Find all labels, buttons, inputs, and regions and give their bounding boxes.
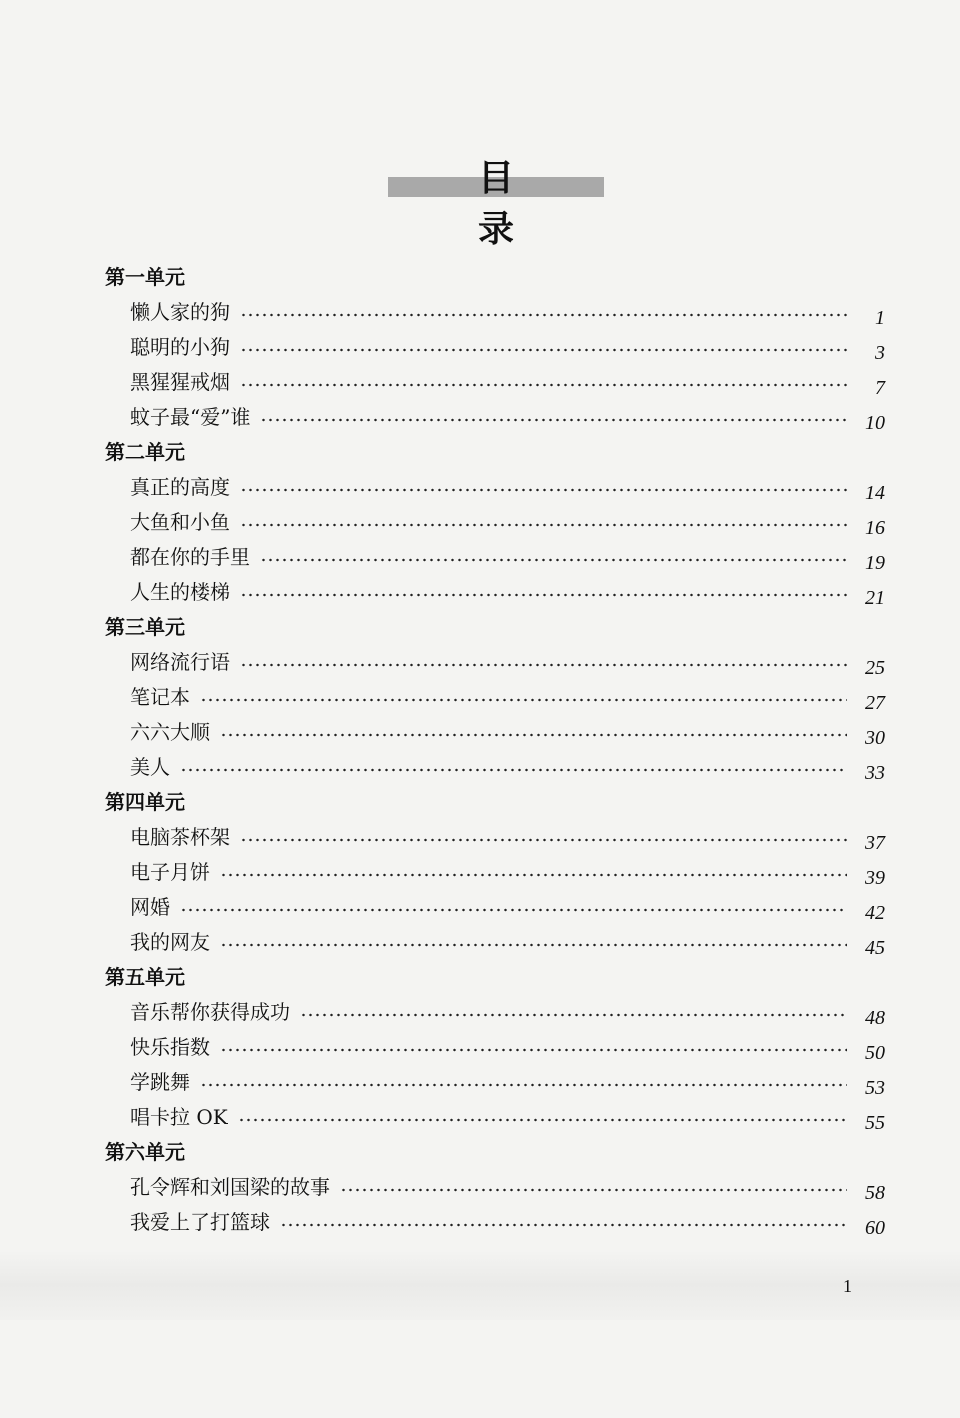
entry-title: 大鱼和小鱼 bbox=[130, 510, 230, 534]
unit-heading: 第六单元 bbox=[105, 1140, 185, 1164]
entry-title: 聪明的小狗 bbox=[130, 335, 230, 359]
toc-entry[interactable] bbox=[105, 503, 885, 538]
dot-leader bbox=[240, 301, 847, 321]
entry-page-number: 30 bbox=[865, 727, 885, 749]
entry-page-number: 33 bbox=[865, 762, 885, 784]
dot-leader bbox=[240, 826, 847, 846]
entry-title: 网络流行语 bbox=[130, 650, 230, 674]
dot-leader bbox=[260, 546, 847, 566]
unit-heading: 第一单元 bbox=[105, 265, 185, 289]
dot-leader bbox=[240, 651, 847, 671]
unit-heading: 第五单元 bbox=[105, 965, 185, 989]
entry-page-number: 55 bbox=[865, 1112, 885, 1134]
entry-title: 我爱上了打篮球 bbox=[130, 1210, 270, 1234]
toc-entry[interactable] bbox=[105, 328, 885, 363]
toc-entry[interactable] bbox=[105, 468, 885, 503]
dot-leader bbox=[220, 1036, 847, 1056]
toc-entry[interactable] bbox=[105, 1028, 885, 1063]
toc-entry[interactable] bbox=[105, 713, 885, 748]
entry-title: 蚊子最“爱”谁 bbox=[130, 405, 251, 429]
entry-title: 音乐帮你获得成功 bbox=[130, 1000, 290, 1024]
toc-entry[interactable] bbox=[105, 643, 885, 678]
scan-shadow bbox=[0, 1250, 960, 1320]
entry-page-number: 7 bbox=[875, 377, 885, 399]
entry-page-number: 45 bbox=[865, 937, 885, 959]
dot-leader bbox=[240, 511, 847, 531]
dot-leader bbox=[180, 896, 847, 916]
entry-page-number: 53 bbox=[865, 1077, 885, 1099]
entry-title: 快乐指数 bbox=[130, 1035, 210, 1059]
unit-heading: 第四单元 bbox=[105, 790, 185, 814]
entry-page-number: 48 bbox=[865, 1007, 885, 1029]
entry-title: 电脑茶杯架 bbox=[130, 825, 230, 849]
entry-page-number: 25 bbox=[865, 657, 885, 679]
entry-title: 笔记本 bbox=[130, 685, 190, 709]
table-of-contents bbox=[105, 258, 885, 1238]
toc-entry[interactable] bbox=[105, 993, 885, 1028]
entry-title: 网婚 bbox=[130, 895, 170, 919]
entry-title: 六六大顺 bbox=[130, 720, 210, 744]
toc-entry[interactable] bbox=[105, 1168, 885, 1203]
entry-page-number: 42 bbox=[865, 902, 885, 924]
dot-leader bbox=[300, 1001, 847, 1021]
entry-page-number: 3 bbox=[875, 342, 885, 364]
entry-title: 黑猩猩戒烟 bbox=[130, 370, 230, 394]
entry-title: 唱卡拉 OK bbox=[130, 1105, 228, 1129]
toc-entry[interactable] bbox=[105, 363, 885, 398]
entry-page-number: 50 bbox=[865, 1042, 885, 1064]
entry-page-number: 10 bbox=[865, 412, 885, 434]
toc-entry[interactable] bbox=[105, 923, 885, 958]
entry-title: 美人 bbox=[130, 755, 170, 779]
entry-title: 我的网友 bbox=[130, 930, 210, 954]
entry-title: 懒人家的狗 bbox=[130, 300, 230, 324]
entry-page-number: 19 bbox=[865, 552, 885, 574]
entry-title: 学跳舞 bbox=[130, 1070, 190, 1094]
toc-entry[interactable] bbox=[105, 748, 885, 783]
entry-page-number: 37 bbox=[865, 832, 885, 854]
entry-page-number: 16 bbox=[865, 517, 885, 539]
entry-page-number: 21 bbox=[865, 587, 885, 609]
dot-leader bbox=[220, 861, 847, 881]
entry-title: 真正的高度 bbox=[130, 475, 230, 499]
entry-page-number: 60 bbox=[865, 1217, 885, 1239]
unit-heading: 第三单元 bbox=[105, 615, 185, 639]
entry-page-number: 1 bbox=[875, 307, 885, 329]
toc-entry[interactable] bbox=[105, 573, 885, 608]
dot-leader bbox=[240, 336, 847, 356]
entry-title: 都在你的手里 bbox=[130, 545, 250, 569]
entry-title: 孔令辉和刘国梁的故事 bbox=[130, 1175, 330, 1199]
dot-leader bbox=[200, 686, 847, 706]
toc-entry[interactable] bbox=[105, 1063, 885, 1098]
dot-leader bbox=[240, 371, 847, 391]
toc-entry[interactable] bbox=[105, 853, 885, 888]
entry-page-number: 58 bbox=[865, 1182, 885, 1204]
dot-leader bbox=[240, 581, 847, 601]
dot-leader bbox=[238, 1106, 847, 1126]
entry-page-number: 27 bbox=[865, 692, 885, 714]
page-title: 目 录 bbox=[477, 157, 574, 250]
entry-title: 电子月饼 bbox=[130, 860, 210, 884]
toc-title-block bbox=[388, 150, 604, 250]
dot-leader bbox=[340, 1176, 847, 1196]
toc-entry[interactable] bbox=[105, 293, 885, 328]
dot-leader bbox=[180, 756, 847, 776]
entry-page-number: 39 bbox=[865, 867, 885, 889]
dot-leader bbox=[220, 721, 847, 741]
toc-entry[interactable] bbox=[105, 678, 885, 713]
toc-entry[interactable] bbox=[105, 1203, 885, 1238]
dot-leader bbox=[200, 1071, 847, 1091]
toc-entry[interactable] bbox=[105, 538, 885, 573]
toc-entry[interactable] bbox=[105, 1098, 885, 1133]
toc-entry[interactable] bbox=[105, 888, 885, 923]
page-number: 1 bbox=[843, 1276, 852, 1296]
toc-entry[interactable] bbox=[105, 398, 885, 433]
dot-leader bbox=[240, 476, 847, 496]
toc-entry[interactable] bbox=[105, 818, 885, 853]
unit-heading: 第二单元 bbox=[105, 440, 185, 464]
dot-leader bbox=[220, 931, 847, 951]
entry-title: 人生的楼梯 bbox=[130, 580, 230, 604]
entry-page-number: 14 bbox=[865, 482, 885, 504]
dot-leader bbox=[260, 406, 847, 426]
dot-leader bbox=[280, 1211, 847, 1231]
